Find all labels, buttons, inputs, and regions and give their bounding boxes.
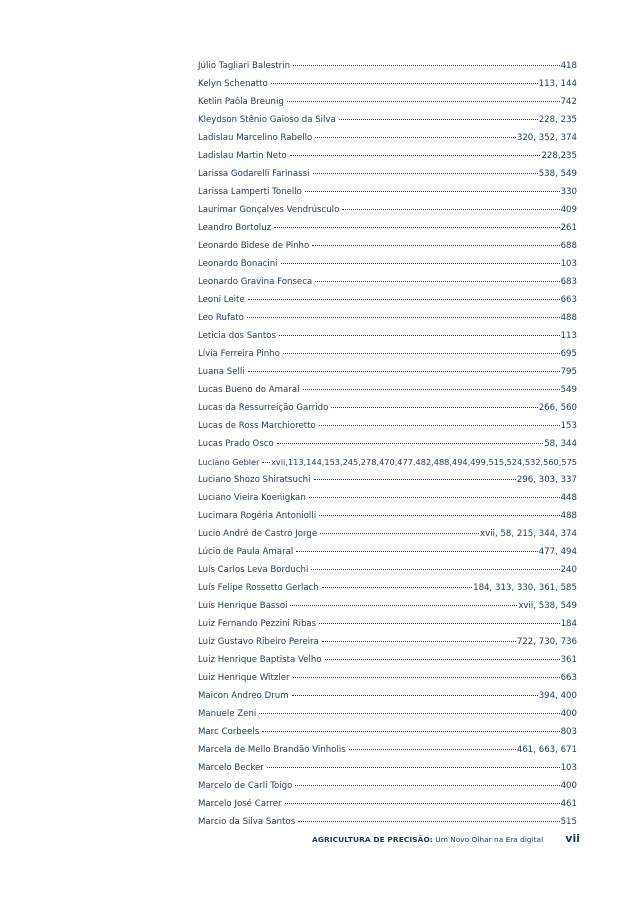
page-references: 113 xyxy=(560,331,577,341)
page-references: 488 xyxy=(560,511,577,521)
page-references: 695 xyxy=(560,349,577,359)
dot-leader xyxy=(303,389,560,390)
index-entry xyxy=(198,633,577,651)
dot-leader xyxy=(247,317,560,318)
author-name: Ketlin Paôla Breunig xyxy=(198,97,284,107)
page-references: 663 xyxy=(560,673,577,683)
index-entry xyxy=(198,651,577,669)
book-title: AGRICULTURA DE PRECISÃO: xyxy=(312,835,433,844)
dot-leader xyxy=(296,551,537,552)
index-entry xyxy=(198,129,577,147)
index-entry xyxy=(198,309,577,327)
page-references: 266, 560 xyxy=(538,403,577,413)
page-references: 58, 344 xyxy=(544,439,577,449)
author-name: Lucas da Ressurreição Garrido xyxy=(198,403,329,413)
author-name: Luís Henrique Bassoi xyxy=(198,601,288,611)
dot-leader xyxy=(274,227,560,228)
page-references: 461, 663, 671 xyxy=(516,745,577,755)
page-references: 538, 549 xyxy=(538,169,577,179)
index-entry xyxy=(198,399,577,417)
book-subtitle: Um Novo Olhar na Era digital xyxy=(435,835,544,844)
index-entry xyxy=(198,363,577,381)
dot-leader xyxy=(305,191,560,192)
dot-leader xyxy=(319,623,559,624)
page-references: 296, 303, 337 xyxy=(516,475,577,485)
dot-leader xyxy=(292,695,538,696)
author-name: Luiz Gustavo Ribeiro Pereira xyxy=(198,637,319,647)
index-entry xyxy=(198,327,577,345)
dot-leader xyxy=(290,605,517,606)
author-name: Leonardo Gravina Fonseca xyxy=(198,277,313,287)
running-title xyxy=(312,835,543,844)
dot-leader xyxy=(287,101,560,102)
page-references: 240 xyxy=(560,565,577,575)
page-references: 409 xyxy=(560,205,577,215)
author-name: Marcio da Silva Santos xyxy=(198,817,296,827)
page-references: 153 xyxy=(560,421,577,431)
page-references: 549 xyxy=(560,385,577,395)
dot-leader xyxy=(285,803,560,804)
author-name: Lívia Ferreira Pinho xyxy=(198,349,280,359)
page-references: 448 xyxy=(560,493,577,503)
author-index-list xyxy=(198,57,577,831)
dot-leader xyxy=(312,245,559,246)
author-name: Larissa Godarelli Farinassi xyxy=(198,169,310,179)
index-entry xyxy=(198,687,577,705)
dot-leader xyxy=(262,731,559,732)
dot-leader xyxy=(315,281,559,282)
author-name: Lucas Prado Osco xyxy=(198,439,274,449)
index-entry xyxy=(198,777,577,795)
author-name: Marcelo Becker xyxy=(198,763,264,773)
page-references: 795 xyxy=(560,367,577,377)
index-entry xyxy=(198,273,577,291)
dot-leader xyxy=(349,749,516,750)
dot-leader xyxy=(331,407,537,408)
index-entry xyxy=(198,723,577,741)
dot-leader xyxy=(259,713,559,714)
author-name: Luís Carlos Leva Borduchi xyxy=(198,565,309,575)
dot-leader xyxy=(311,569,559,570)
page-references: 261 xyxy=(560,223,577,233)
index-entry xyxy=(198,471,577,489)
dot-leader xyxy=(283,353,560,354)
index-entry xyxy=(198,381,577,399)
dot-leader xyxy=(309,497,560,498)
page-references: 361 xyxy=(560,655,577,665)
index-entry xyxy=(198,435,577,453)
page-references: 477, 494 xyxy=(538,547,577,557)
index-entry xyxy=(198,579,577,597)
index-entry xyxy=(198,615,577,633)
dot-leader xyxy=(281,263,560,264)
author-name: Marcela de Mello Brandão Vinholis xyxy=(198,745,346,755)
author-name: Luís Felipe Rossetto Gerlach xyxy=(198,583,319,593)
author-name: Lucas de Ross Marchioretto xyxy=(198,421,316,431)
author-name: Marcelo José Carrer xyxy=(198,799,282,809)
page-references: 394, 400 xyxy=(538,691,577,701)
index-entry xyxy=(198,669,577,687)
author-name: Kleydson Stênio Gaioso da Silva xyxy=(198,115,336,125)
dot-leader xyxy=(342,209,559,210)
page-references: 228, 235 xyxy=(538,115,577,125)
author-name: Luciano Vieira Koenigkan xyxy=(198,493,306,503)
index-entry xyxy=(198,759,577,777)
page-references: 418 xyxy=(560,61,577,71)
author-name: Luiz Fernando Pezzini Ribas xyxy=(198,619,317,629)
page-references: 742 xyxy=(560,97,577,107)
page-references: 103 xyxy=(560,259,577,269)
index-entry xyxy=(198,183,577,201)
page-references: xvii,113,144,153,245,278,470,477,482,488,494,499,515,524,532,560,575 xyxy=(271,457,577,467)
page-references: 184 xyxy=(560,619,577,629)
dot-leader xyxy=(298,821,559,822)
dot-leader xyxy=(290,155,541,156)
dot-leader xyxy=(293,65,560,66)
index-entry xyxy=(198,417,577,435)
author-name: Lúcio de Paula Amaral xyxy=(198,547,294,557)
index-entry xyxy=(198,543,577,561)
index-entry xyxy=(198,453,577,471)
dot-leader xyxy=(248,299,560,300)
dot-leader xyxy=(293,677,560,678)
page-references: 400 xyxy=(560,781,577,791)
author-name: Leonardo Bidese de Pinho xyxy=(198,241,310,251)
index-entry xyxy=(198,93,577,111)
author-name: Ladislau Marcelino Rabello xyxy=(198,133,313,143)
author-name: Luciano Gebler xyxy=(198,457,260,467)
index-entry xyxy=(198,345,577,363)
dot-leader xyxy=(262,462,270,463)
page-references: 228,235 xyxy=(541,151,577,161)
page-references: 722, 730, 736 xyxy=(516,637,577,647)
author-name: Kelyn Schenatto xyxy=(198,79,268,89)
author-name: Manuele Zeni xyxy=(198,709,257,719)
index-entry xyxy=(198,507,577,525)
page-references: 400 xyxy=(560,709,577,719)
dot-leader xyxy=(279,335,560,336)
page-references: 683 xyxy=(560,277,577,287)
author-name: Luciano Shozo Shiratsuchi xyxy=(198,475,311,485)
index-entry xyxy=(198,489,577,507)
index-entry xyxy=(198,111,577,129)
index-entry xyxy=(198,165,577,183)
author-name: Ladislau Martin Neto xyxy=(198,151,287,161)
author-name: Leticia dos Santos xyxy=(198,331,276,341)
index-entry xyxy=(198,201,577,219)
page-footer xyxy=(312,832,580,845)
page-references: 663 xyxy=(560,295,577,305)
author-name: Lucio André de Castro Jorge xyxy=(198,529,318,539)
index-entry xyxy=(198,219,577,237)
page-references: 184, 313, 330, 361, 585 xyxy=(473,583,577,593)
index-entry xyxy=(198,57,577,75)
page-references: 113, 144 xyxy=(538,79,577,89)
dot-leader xyxy=(322,587,472,588)
page-references: 488 xyxy=(560,313,577,323)
author-name: Luiz Henrique Baptista Velho xyxy=(198,655,322,665)
page-references: 515 xyxy=(560,817,577,827)
index-entry xyxy=(198,561,577,579)
page-references: 103 xyxy=(560,763,577,773)
dot-leader xyxy=(277,443,543,444)
page-references: xvii, 538, 549 xyxy=(518,601,577,611)
author-name: Luana Selli xyxy=(198,367,245,377)
author-name: Lucas Bueno do Amaral xyxy=(198,385,300,395)
dot-leader xyxy=(325,659,560,660)
author-name: Luiz Henrique Witzler xyxy=(198,673,290,683)
author-name: Leoni Leite xyxy=(198,295,245,305)
index-entry xyxy=(198,237,577,255)
page-number: vii xyxy=(565,832,580,845)
dot-leader xyxy=(267,767,560,768)
dot-leader xyxy=(319,425,560,426)
author-name: Júlio Tagliari Balestrin xyxy=(198,61,291,71)
index-entry xyxy=(198,75,577,93)
page-references: 803 xyxy=(560,727,577,737)
dot-leader xyxy=(271,83,538,84)
page-references: 688 xyxy=(560,241,577,251)
index-entry xyxy=(198,291,577,309)
dot-leader xyxy=(322,641,516,642)
index-entry xyxy=(198,525,577,543)
index-entry xyxy=(198,813,577,831)
author-name: Lucimara Rogéria Antoniolli xyxy=(198,511,317,521)
dot-leader xyxy=(315,137,516,138)
dot-leader xyxy=(313,173,538,174)
index-entry xyxy=(198,705,577,723)
author-name: Larissa Lamperti Tonello xyxy=(198,187,302,197)
index-entry xyxy=(198,795,577,813)
dot-leader xyxy=(295,785,559,786)
page-references: xvii, 58, 215, 344, 374 xyxy=(480,529,577,539)
dot-leader xyxy=(339,119,538,120)
page-references: 320, 352, 374 xyxy=(516,133,577,143)
author-name: Leo Rufato xyxy=(198,313,244,323)
author-name: Marc Corbeels xyxy=(198,727,260,737)
page-references: 330 xyxy=(560,187,577,197)
index-entry xyxy=(198,741,577,759)
index-entry xyxy=(198,597,577,615)
dot-leader xyxy=(319,515,560,516)
author-name: Leandro Bortoluz xyxy=(198,223,272,233)
dot-leader xyxy=(320,533,479,534)
page-references: 461 xyxy=(560,799,577,809)
index-entry xyxy=(198,255,577,273)
author-name: Leonardo Bonacini xyxy=(198,259,278,269)
author-name: Maicon Andreo Drum xyxy=(198,691,289,701)
index-entry xyxy=(198,147,577,165)
author-name: Marcelo de Carli Toigo xyxy=(198,781,293,791)
dot-leader xyxy=(248,371,560,372)
dot-leader xyxy=(314,479,516,480)
author-name: Laurimar Gonçalves Vendrúsculo xyxy=(198,205,340,215)
